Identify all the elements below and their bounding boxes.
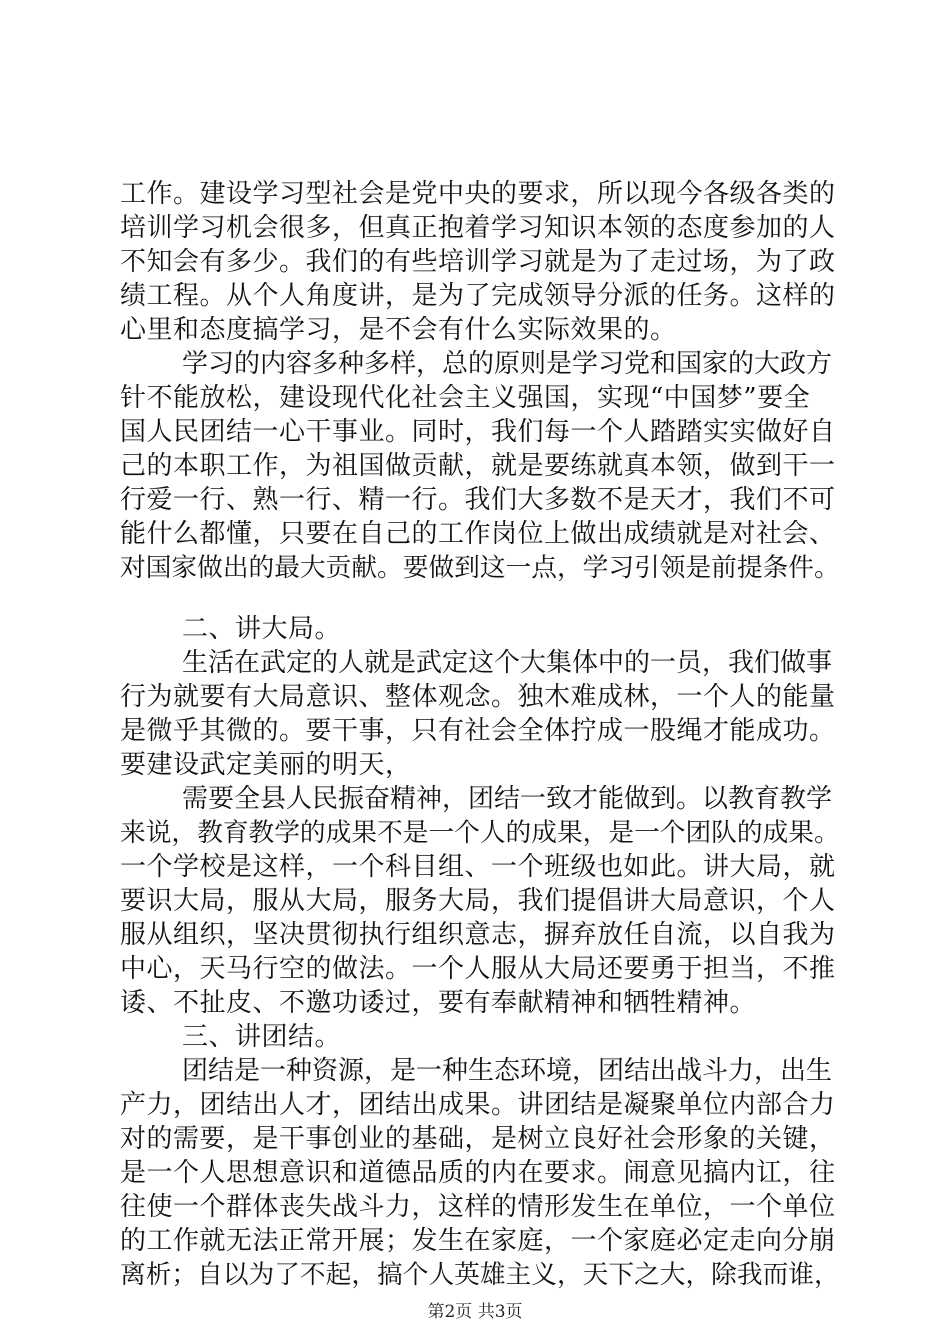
text-line: 服从组织，坚决贯彻执行组织意志，摒弃放任自流，以自我为 — [120, 920, 836, 950]
text-line: 诿、不扯皮、不邀功诿过，要有奉献精神和牺牲精神。 — [120, 988, 757, 1018]
text-line: 一个学校是这样，一个科目组、一个班级也如此。讲大局，就 — [120, 852, 836, 882]
text-line: 是微乎其微的。要干事，只有社会全体拧成一股绳才能成功。 — [120, 716, 836, 746]
text-line: 心里和态度搞学习，是不会有什么实际效果的。 — [120, 315, 677, 345]
text-line: 工作。建设学习型社会是党中央的要求，所以现今各级各类的 — [120, 179, 836, 209]
text-line: 往使一个群体丧失战斗力，这样的情形发生在单位，一个单位 — [120, 1192, 836, 1222]
text-line: 离析；自以为了不起，搞个人英雄主义，天下之大，除我而谁， — [120, 1260, 840, 1290]
text-line: 要建设武定美丽的明天， — [120, 750, 412, 780]
text-line: 对的需要，是干事创业的基础，是树立良好社会形象的关键， — [120, 1124, 836, 1154]
section-heading: 三、讲团结。 — [182, 1022, 342, 1052]
text-line: 来说，教育教学的成果不是一个人的成果，是一个团队的成果。 — [120, 818, 840, 848]
text-line: 是一个人思想意识和道德品质的内在要求。闹意见搞内讧，往 — [120, 1158, 836, 1188]
text-line: 中心，天马行空的做法。一个人服从大局还要勇于担当，不推 — [120, 954, 836, 984]
page-footer: 第2页 共3页 — [427, 1302, 523, 1322]
text-line: 需要全县人民振奋精神，团结一致才能做到。以教育教学 — [182, 784, 833, 814]
text-line: 对国家做出的最大贡献。要做到这一点，学习引领是前提条件。 — [120, 553, 840, 583]
text-line: 的工作就无法正常开展；发生在家庭，一个家庭必定走向分崩 — [120, 1226, 836, 1256]
text-line: 己的本职工作，为祖国做贡献，就是要练就真本领，做到干一 — [120, 451, 836, 481]
text-line: 能什么都懂，只要在自己的工作岗位上做出成绩就是对社会、 — [120, 519, 836, 549]
text-line: 产力，团结出人才，团结出成果。讲团结是凝聚单位内部合力 — [120, 1090, 836, 1120]
text-line: 要识大局，服从大局，服务大局，我们提倡讲大局意识，个人 — [120, 886, 836, 916]
text-line: 绩工程。从个人角度讲，是为了完成领导分派的任务。这样的 — [120, 281, 836, 311]
text-line: 生活在武定的人就是武定这个大集体中的一员，我们做事 — [182, 648, 833, 678]
text-line: 培训学习机会很多，但真正抱着学习知识本领的态度参加的人 — [120, 213, 836, 243]
text-line: 针不能放松，建设现代化社会主义强国，实现“中国梦”要全 — [120, 383, 811, 413]
text-line: 行为就要有大局意识、整体观念。独木难成林，一个人的能量 — [120, 682, 836, 712]
text-line: 不知会有多少。我们的有些培训学习就是为了走过场，为了政 — [120, 247, 836, 277]
text-line: 国人民团结一心干事业。同时，我们每一个人踏踏实实做好自 — [120, 417, 836, 447]
section-heading: 二、讲大局。 — [182, 614, 342, 644]
text-line: 行爱一行、熟一行、精一行。我们大多数不是天才，我们不可 — [120, 485, 836, 515]
text-line: 团结是一种资源，是一种生态环境，团结出战斗力，出生 — [182, 1056, 833, 1086]
text-line: 学习的内容多种多样，总的原则是学习党和国家的大政方 — [182, 349, 833, 379]
